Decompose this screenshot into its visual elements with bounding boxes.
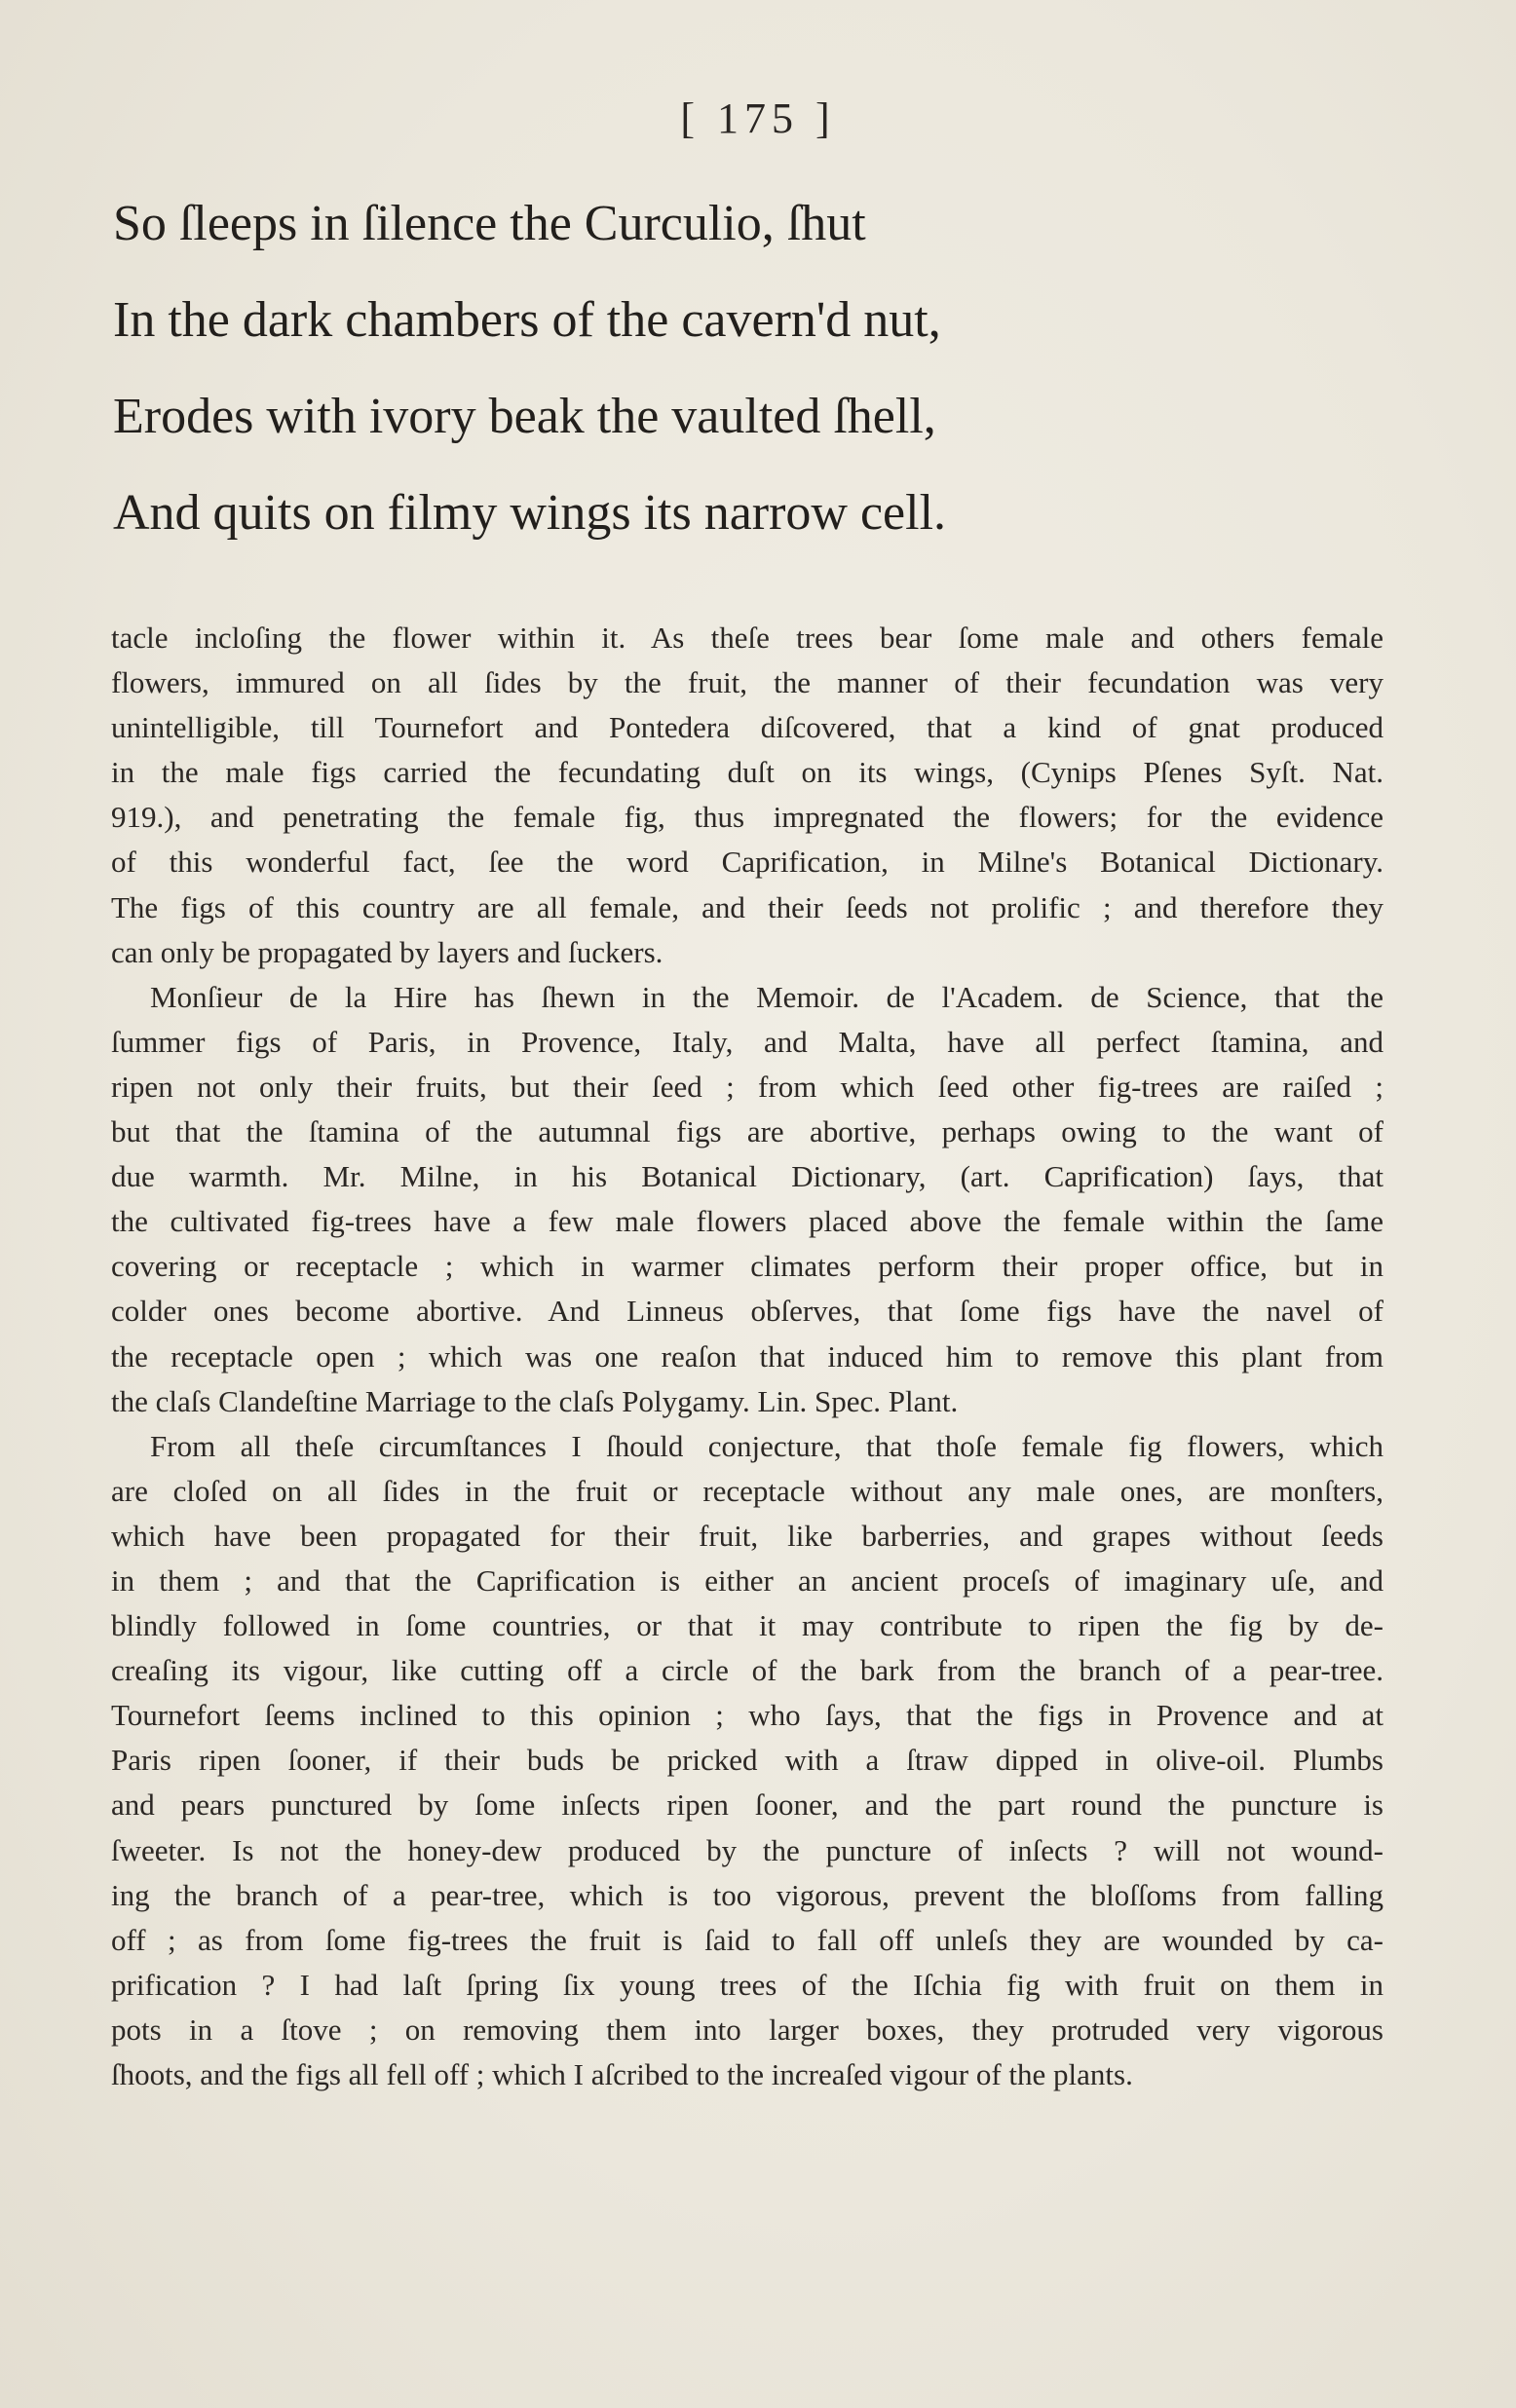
prose-line: colder ones become abortive. And Linneus obſerves, that ſome figs have the navel of (111, 1294, 1383, 1329)
prose-line: ſhoots, and the figs all fell off ; which I aſcribed to the increaſed vigour of the plants. (111, 2057, 1133, 2091)
verse-line: In the dark chambers of the cavern'd nut, (113, 292, 941, 348)
prose-line: and pears punctured by ſome inſects ripen ſooner, and the part round the puncture is (111, 1787, 1383, 1823)
prose-line: covering or receptacle ; which in warmer climates perform their proper office, but in (111, 1249, 1383, 1284)
prose-line: Paris ripen ſooner, if their buds be pricked with a ſtraw dipped in olive-oil. Plumbs (111, 1743, 1383, 1778)
prose-line: off ; as from ſome fig-trees the fruit is ſaid to fall off unleſs they are wounded by ca- (111, 1922, 1383, 1957)
prose-line: the cultivated fig-trees have a few male flowers placed above the female within the ſame (111, 1204, 1383, 1239)
prose-line: blindly followed in ſome countries, or that it may contribute to ripen the fig by de- (111, 1608, 1383, 1643)
prose-line: From all theſe circumſtances I ſhould conjecture, that thoſe female fig flowers, which (150, 1428, 1383, 1463)
prose-line: but that the ſtamina of the autumnal figs are abortive, perhaps owing to the want of (111, 1114, 1383, 1149)
prose-line: ing the branch of a pear-tree, which is too vigorous, prevent the bloſſoms from falling (111, 1877, 1383, 1912)
footnote-prose (111, 616, 1383, 2097)
prose-line: The figs of this country are all female, and their ſeeds not prolific ; and therefore they (111, 889, 1383, 924)
prose-line: due warmth. Mr. Milne, in his Botanical Dictionary, (art. Caprification) ſays, that (111, 1159, 1383, 1194)
prose-line: Monſieur de la Hire has ſhewn in the Memoir. de l'Academ. de Science, that the (150, 979, 1383, 1014)
prose-line: the receptacle open ; which was one reaſon that induced him to remove this plant from (111, 1338, 1383, 1373)
prose-line: the claſs Clandeſtine Marriage to the claſs Polygamy. Lin. Spec. Plant. (111, 1383, 959, 1418)
prose-line: Tournefort ſeems inclined to this opinion ; who ſays, that the figs in Provence and at (111, 1698, 1383, 1733)
verse-block (113, 175, 1399, 561)
prose-line: 919.), and penetrating the female fig, thus impregnated the flowers; for the evidence (111, 800, 1383, 835)
prose-line: are cloſed on all ſides in the fruit or receptacle without any male ones, are monſters, (111, 1473, 1383, 1508)
prose-line: tacle incloſing the flower within it. As theſe trees bear ſome male and others female (111, 621, 1383, 655)
prose-line: flowers, immured on all ſides by the fruit, the manner of their fecundation was very (111, 665, 1383, 700)
verse-line: So ſleeps in ſilence the Curculio, ſhut (113, 196, 866, 251)
prose-line: of this wonderful fact, ſee the word Caprification, in Milne's Botanical Dictionary. (111, 845, 1383, 880)
prose-line: ſweeter. Is not the honey-dew produced by the puncture of inſects ? will not wound- (111, 1832, 1383, 1867)
prose-line: ſummer figs of Paris, in Provence, Italy, and Malta, have all perfect ſtamina, and (111, 1024, 1383, 1059)
verse-line: And quits on filmy wings its narrow cell. (113, 485, 947, 541)
prose-line: in them ; and that the Caprification is either an ancient proceſs of imaginary uſe, and (111, 1562, 1383, 1598)
prose-line: pots in a ſtove ; on removing them into larger boxes, they protruded very vigorous (111, 2012, 1383, 2047)
prose-line: ripen not only their fruits, but their ſeed ; from which ſeed other fig-trees are raiſed ; (111, 1069, 1383, 1104)
prose-line: unintelligible, till Tournefort and Pontedera diſcovered, that a kind of gnat produced (111, 710, 1383, 745)
prose-line: can only be propagated by layers and ſuckers. (111, 934, 663, 969)
prose-line: which have been propagated for their fruit, like barberries, and grapes without ſeeds (111, 1518, 1383, 1553)
prose-line: creaſing its vigour, like cutting off a circle of the bark from the branch of a pear-tree. (111, 1653, 1383, 1688)
prose-line: in the male figs carried the fecundating duſt on its wings, (Cynips Pſenes Syſt. Nat. (111, 755, 1383, 790)
verse-line: Erodes with ivory beak the vaulted ſhell, (113, 389, 936, 444)
prose-line: prification ? I had laſt ſpring ſix young trees of the Iſchia fig with fruit on them in (111, 1967, 1383, 2002)
page-number: [ 175 ] (680, 94, 836, 142)
